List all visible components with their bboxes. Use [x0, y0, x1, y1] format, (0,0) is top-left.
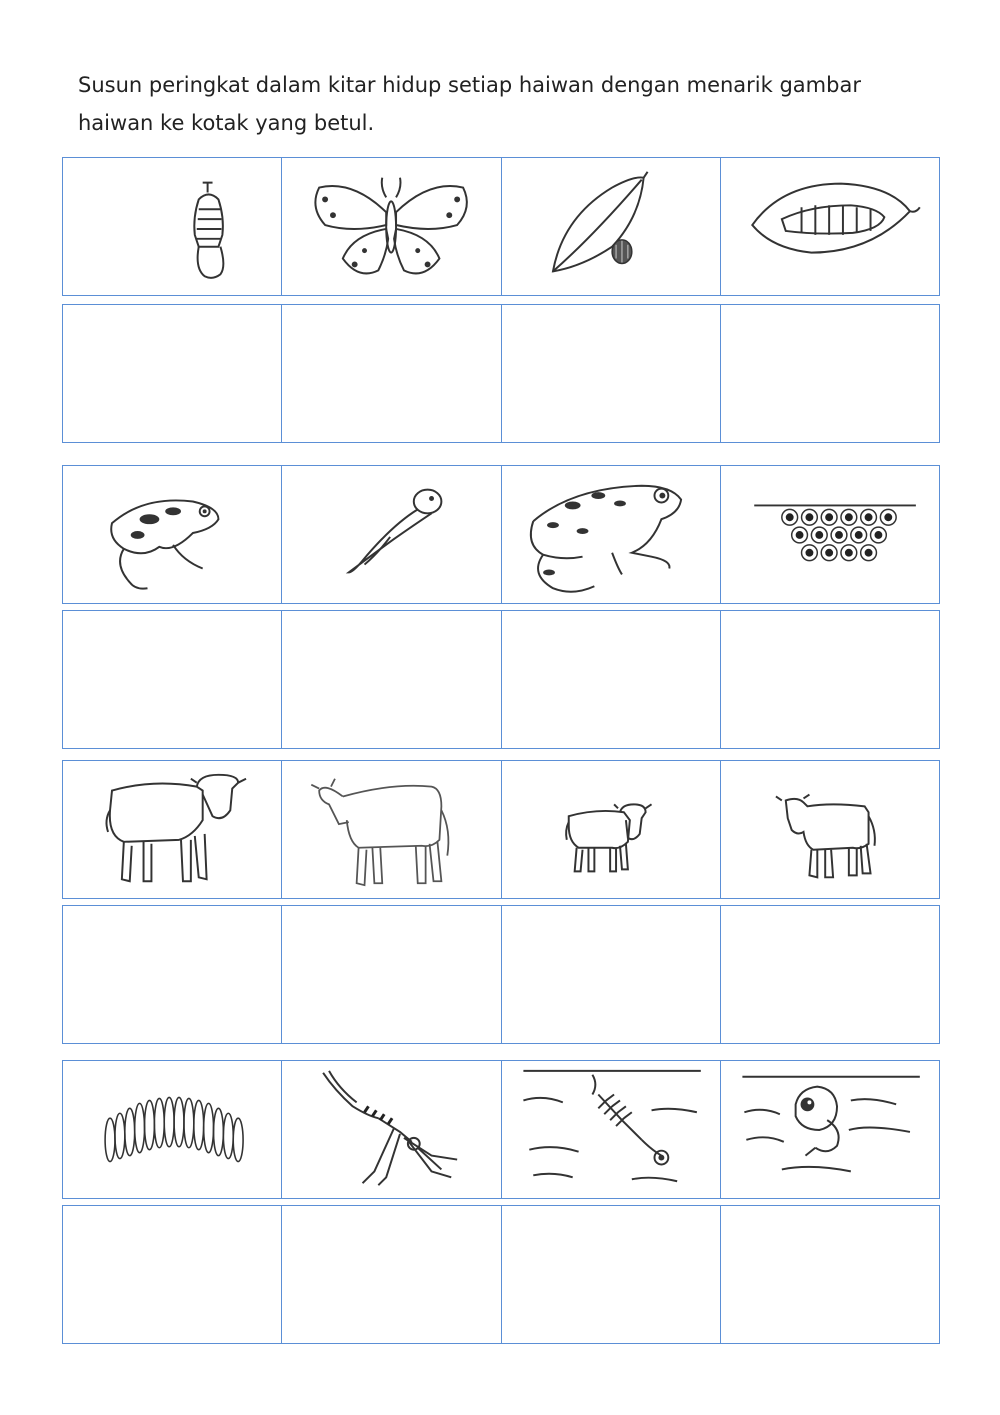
mosquito-image-row	[62, 1060, 940, 1199]
adult-mosquito-icon	[282, 1061, 500, 1198]
drop-slot-4[interactable]	[721, 906, 939, 1043]
drop-slot-3[interactable]	[502, 1206, 721, 1343]
adult-frog-icon	[502, 466, 720, 603]
pupa-card[interactable]	[721, 1061, 939, 1198]
adult-cow-icon	[282, 761, 500, 898]
froglet-icon	[63, 466, 281, 603]
drop-slot-2[interactable]	[282, 1206, 501, 1343]
mosquito-eggs-card[interactable]	[63, 1061, 282, 1198]
frog-answer-row	[62, 610, 940, 749]
mosquito-eggs-icon	[63, 1061, 281, 1198]
drop-slot-1[interactable]	[63, 611, 282, 748]
drop-slot-1[interactable]	[63, 1206, 282, 1343]
drop-slot-1[interactable]	[63, 906, 282, 1043]
drop-slot-3[interactable]	[502, 611, 721, 748]
drop-slot-2[interactable]	[282, 906, 501, 1043]
instruction-line-1: Susun peringkat dalam kitar hidup setiap haiwan dengan menarik gambar	[78, 73, 861, 97]
chrysalis-card[interactable]	[63, 158, 282, 295]
frog-image-row	[62, 465, 940, 604]
drop-slot-3[interactable]	[502, 305, 721, 442]
tadpole-icon	[282, 466, 500, 603]
drop-slot-3[interactable]	[502, 906, 721, 1043]
caterpillar-on-leaf-icon	[721, 158, 939, 295]
adult-frog-card[interactable]	[502, 466, 721, 603]
cow-answer-row	[62, 905, 940, 1044]
instruction-line-2: haiwan ke kotak yang betul.	[78, 111, 375, 135]
drop-slot-4[interactable]	[721, 1206, 939, 1343]
frogspawn-icon	[721, 466, 939, 603]
frogspawn-card[interactable]	[721, 466, 939, 603]
drop-slot-4[interactable]	[721, 305, 939, 442]
young-cow-card[interactable]	[63, 761, 282, 898]
newborn-calf-icon	[502, 761, 720, 898]
larva-card[interactable]	[502, 1061, 721, 1198]
instruction-text	[78, 66, 938, 142]
newborn-calf-card[interactable]	[502, 761, 721, 898]
butterfly-card[interactable]	[282, 158, 501, 295]
egg-on-leaf-card[interactable]	[502, 158, 721, 295]
young-cow-icon	[63, 761, 281, 898]
tadpole-card[interactable]	[282, 466, 501, 603]
drop-slot-1[interactable]	[63, 305, 282, 442]
larva-icon	[502, 1061, 720, 1198]
caterpillar-on-leaf-card[interactable]	[721, 158, 939, 295]
butterfly-icon	[282, 158, 500, 295]
mosquito-answer-row	[62, 1205, 940, 1344]
butterfly-image-row	[62, 157, 940, 296]
drop-slot-4[interactable]	[721, 611, 939, 748]
froglet-card[interactable]	[63, 466, 282, 603]
egg-on-leaf-icon	[502, 158, 720, 295]
calf-icon	[721, 761, 939, 898]
pupa-icon	[721, 1061, 939, 1198]
drop-slot-2[interactable]	[282, 305, 501, 442]
adult-mosquito-card[interactable]	[282, 1061, 501, 1198]
cow-image-row	[62, 760, 940, 899]
chrysalis-icon	[63, 158, 281, 295]
calf-card[interactable]	[721, 761, 939, 898]
drop-slot-2[interactable]	[282, 611, 501, 748]
butterfly-answer-row	[62, 304, 940, 443]
adult-cow-card[interactable]	[282, 761, 501, 898]
